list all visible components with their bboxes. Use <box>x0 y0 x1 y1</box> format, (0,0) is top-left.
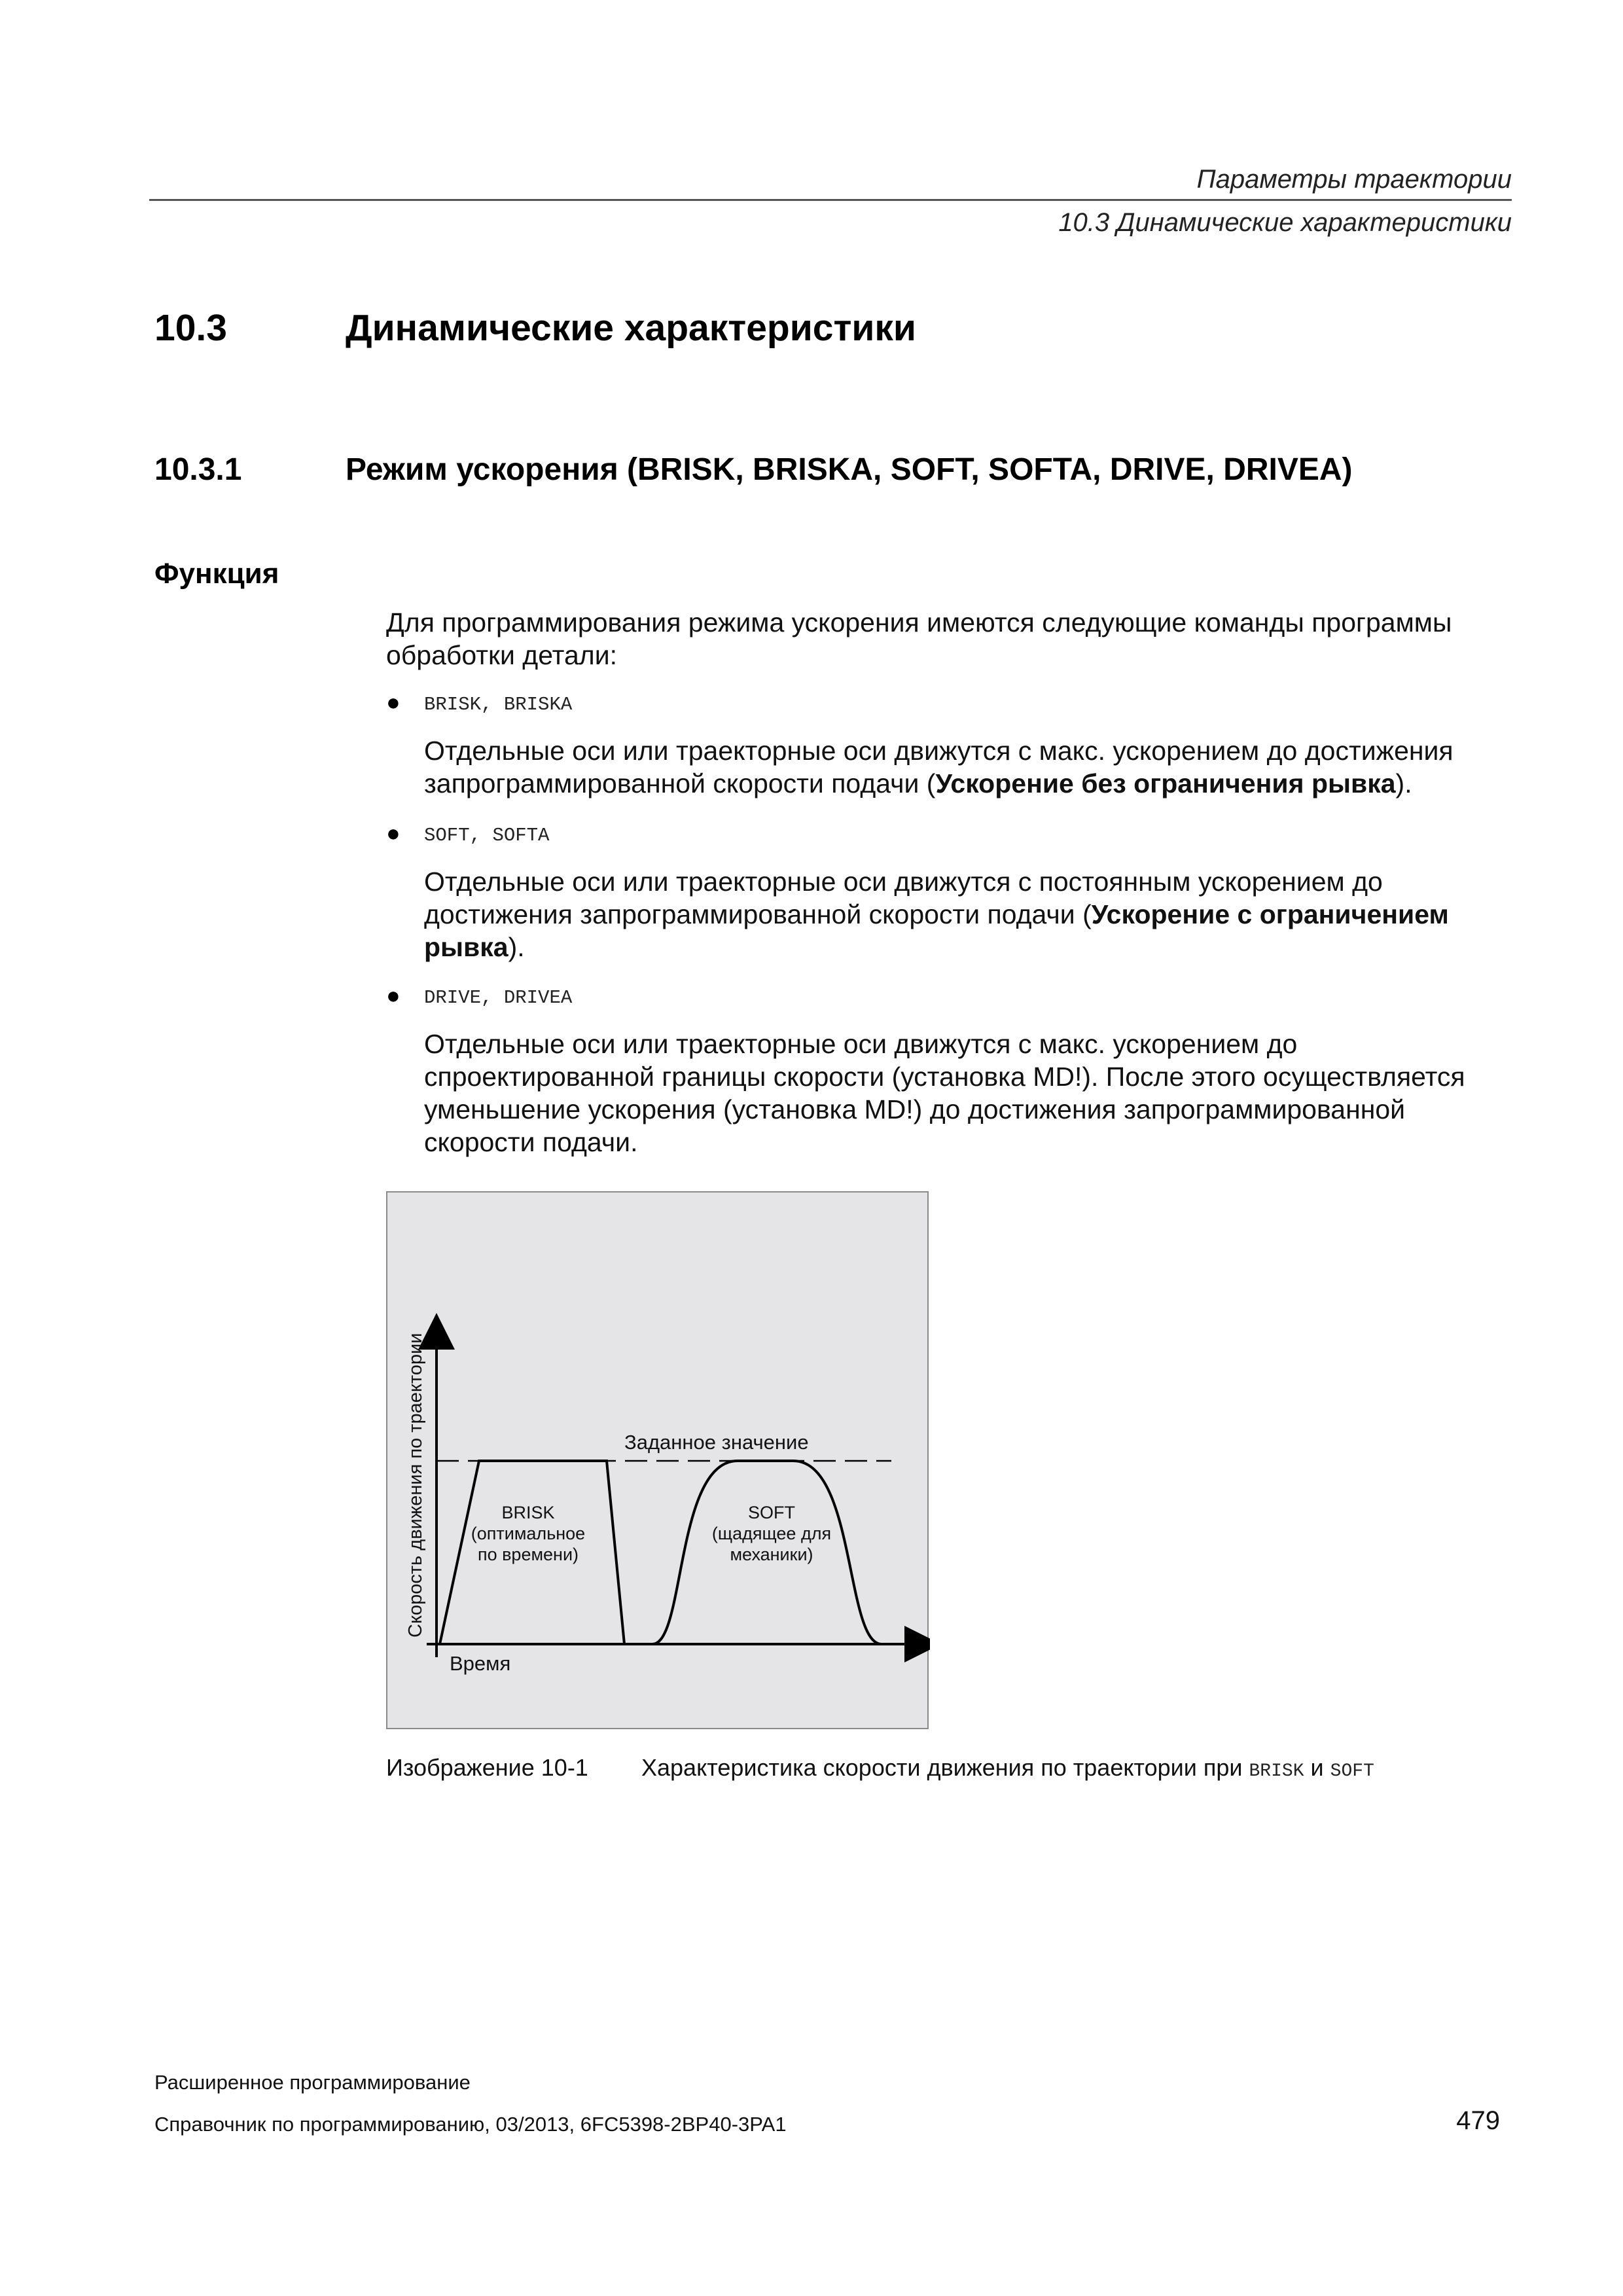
soft-label: механики) <box>730 1545 813 1564</box>
figure-caption-text: Характеристика скорости движения по траектории при BRISK и SOFT <box>641 1754 1374 1782</box>
bullet-dot: ● <box>386 819 401 846</box>
subsection-number: 10.3.1 <box>154 452 242 487</box>
soft-emphasis: Ускорение с ограничением <box>1091 899 1449 929</box>
footer-manual-info: Справочник по программированию, 03/2013, 6FC5398-2BP40-3PA1 <box>154 2113 787 2136</box>
footer-book-title: Расширенное программирование <box>154 2071 471 2094</box>
intro-line-2: обработки детали: <box>386 640 617 670</box>
section-number: 10.3 <box>154 307 227 349</box>
header-rule <box>149 199 1512 201</box>
x-axis-label: Время <box>450 1652 511 1675</box>
brisk-label: BRISK <box>501 1503 555 1522</box>
page-number: 479 <box>1456 2106 1500 2135</box>
brisk-label: по времени) <box>477 1545 579 1564</box>
bullet-dot: ● <box>386 689 401 715</box>
brisk-emphasis: Ускорение без ограничения рывка <box>935 768 1396 798</box>
section-title: Динамические характеристики <box>346 307 916 349</box>
soft-label: SOFT <box>748 1503 795 1522</box>
command-list-brisk: BRISK, BRISKA <box>424 694 573 715</box>
command-list-soft: SOFT, SOFTA <box>424 825 550 846</box>
velocity-profile-diagram <box>387 1193 930 1731</box>
soft-label: (щадящее для <box>711 1524 832 1543</box>
bullet-dot: ● <box>386 982 401 1009</box>
setpoint-label: Заданное значение <box>624 1431 809 1454</box>
intro-paragraph <box>386 606 1452 672</box>
soft-description: Отдельные оси или траекторные оси движутся с постоянным ускорением до достижения запрограммированной скорости подачи (Ускорение с ограничением рывка). <box>424 867 1449 962</box>
velocity-profile-figure <box>386 1191 929 1729</box>
brisk-label: (оптимальное <box>471 1524 586 1543</box>
running-header-subtitle: 10.3 Динамические характеристики <box>1058 208 1512 237</box>
intro-line-1: Для программирования режима ускорения имеются следующие команды программы <box>386 607 1452 637</box>
function-heading: Функция <box>154 558 279 590</box>
command-list-drive: DRIVE, DRIVEA <box>424 987 573 1009</box>
y-axis-label: Скорость движения по траектории <box>405 1333 426 1638</box>
figure-caption-number: Изображение 10-1 <box>386 1754 588 1781</box>
running-header-title: Параметры траектории <box>1196 165 1512 194</box>
drive-description: Отдельные оси или траекторные оси движутся с макс. ускорением до спроектированной границы скорости (установка MD!). После этого осуществляется уменьшение ускорения (установка MD!) до достижения запрограммированной скорости подачи. <box>424 1029 1465 1157</box>
subsection-title: Режим ускорения (BRISK, BRISKA, SOFT, SOFTA, DRIVE, DRIVEA) <box>346 452 1353 487</box>
brisk-description: Отдельные оси или траекторные оси движутся с макс. ускорением до достижения запрограммированной скорости подачи (Ускорение без ограничения рывка). <box>424 736 1454 798</box>
